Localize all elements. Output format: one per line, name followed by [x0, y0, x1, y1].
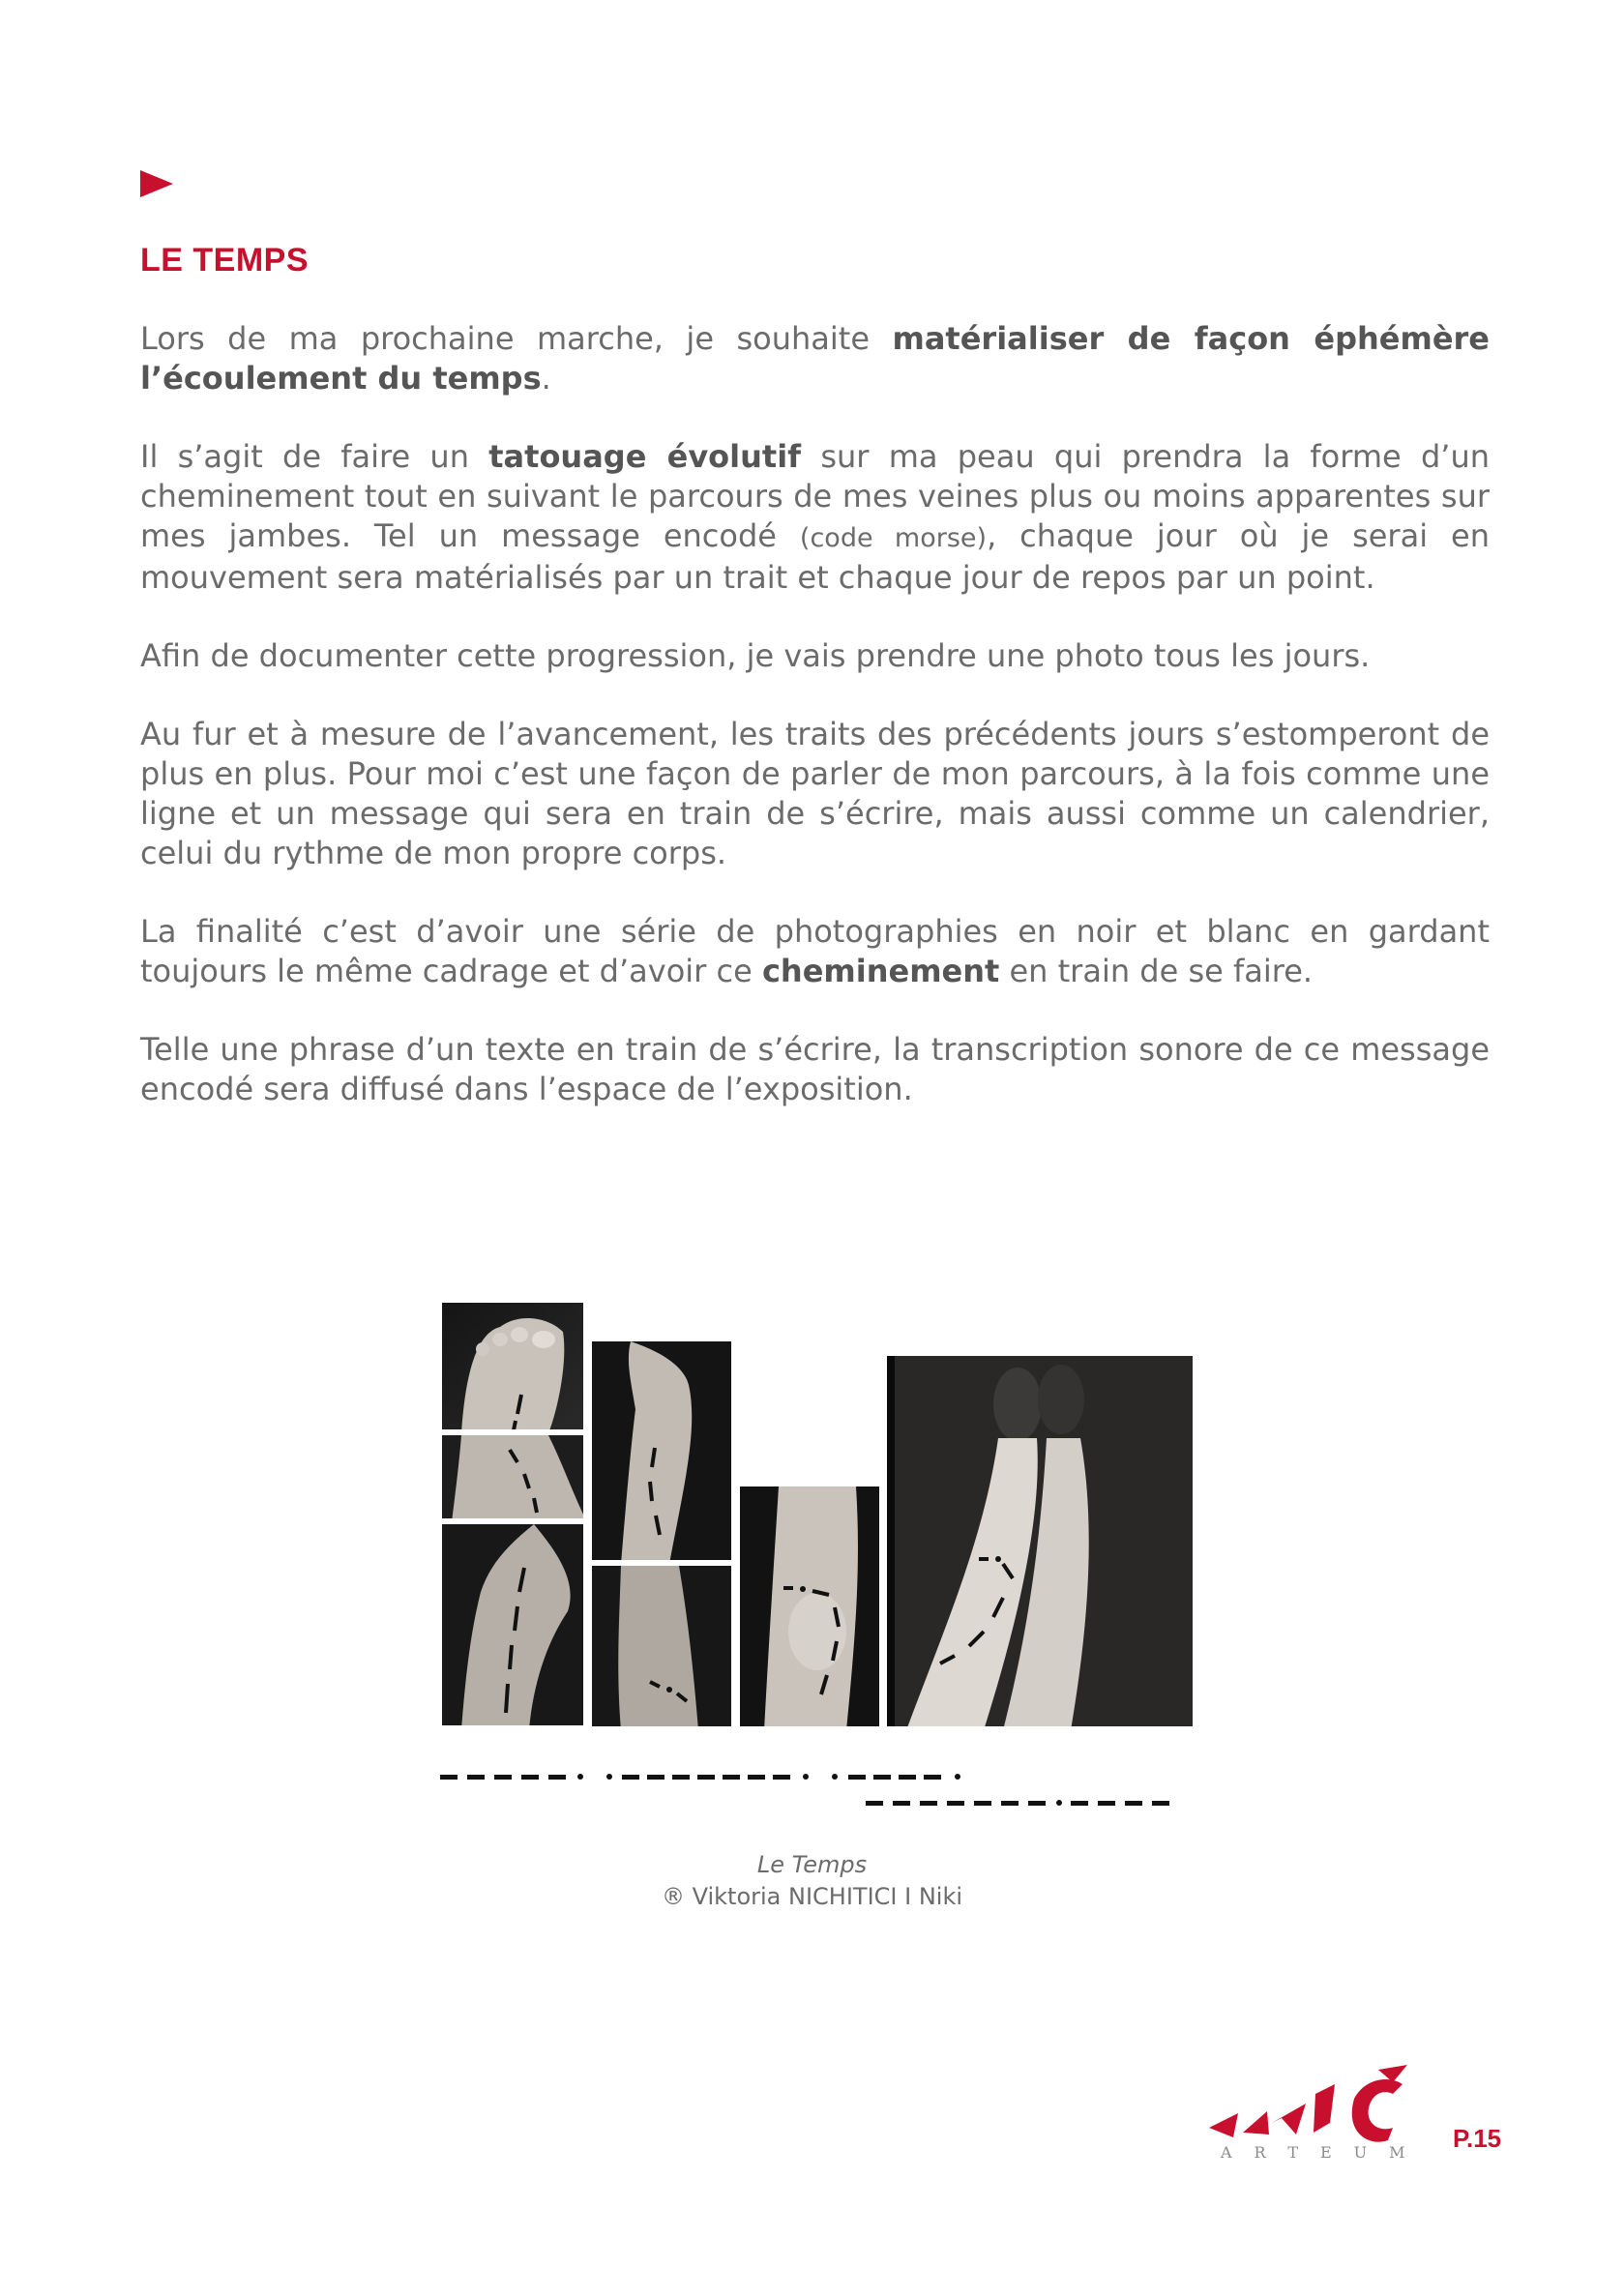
photo-legs [885, 1354, 1195, 1728]
photo-collage [440, 1301, 1195, 1828]
figure-caption-title: Le Temps [756, 1851, 868, 1878]
paragraph-4: Au fur et à mesure de l’avancement, les traits des précédents jours s’estomperont de plus en plus. Pour moi c’est une façon de parler de mon parcours, à la fois comme une ligne et un message qui sera en train de s’écrire, mais aussi comme un calendrier, celui du rythme de mon propre corps. [140, 716, 1490, 871]
photo-knee [738, 1485, 881, 1728]
paragraph-2: Il s’agit de faire un tatouage évolutif sur ma peau qui prendra la forme d’un cheminement tout en suivant le parcours de mes veines plus ou moins apparentes sur mes jambes. Tel un message encodé (code morse), chaque jour où je serai en mouvement sera matérialisés par un trait et chaque jour de repos par un point. [140, 438, 1491, 596]
paragraph-6: Telle une phrase d’un texte en train de s’écrire, la transcription sonore de ce message encodé sera diffusé dans l’espace de l’exposition. [140, 1031, 1490, 1107]
red-triangle-icon [140, 170, 173, 197]
photo-foot-middle [440, 1433, 585, 1520]
figure-caption-credit: ® Viktoria NICHITICI I Niki [661, 1883, 963, 1910]
logo-text: ARTEUM [1221, 2143, 1428, 2162]
paragraph-1: Lors de ma prochaine marche, je souhaite matérialiser de façon éphémère l’écoulement du temps. [140, 320, 1491, 397]
paragraph-3: Afin de documenter cette progression, je vais prendre une photo tous les jours. [140, 637, 1371, 674]
photo-shin-bottom [590, 1564, 733, 1728]
body-text [140, 319, 1490, 1148]
section-title: LE TEMPS [140, 242, 310, 279]
page-number: P.15 [1453, 2124, 1502, 2153]
photo-shin-top [590, 1339, 733, 1562]
morse-code-line-2 [866, 1795, 1195, 1814]
photo-foot-bottom [440, 1522, 585, 1727]
paragraph-5: La finalité c’est d’avoir une série de photographies en noir et blanc en gardant toujours le même cadrage et d’avoir ce cheminement en train de se faire. [140, 913, 1490, 989]
photo-foot-top [440, 1301, 585, 1431]
morse-code-line-1 [440, 1769, 1069, 1788]
